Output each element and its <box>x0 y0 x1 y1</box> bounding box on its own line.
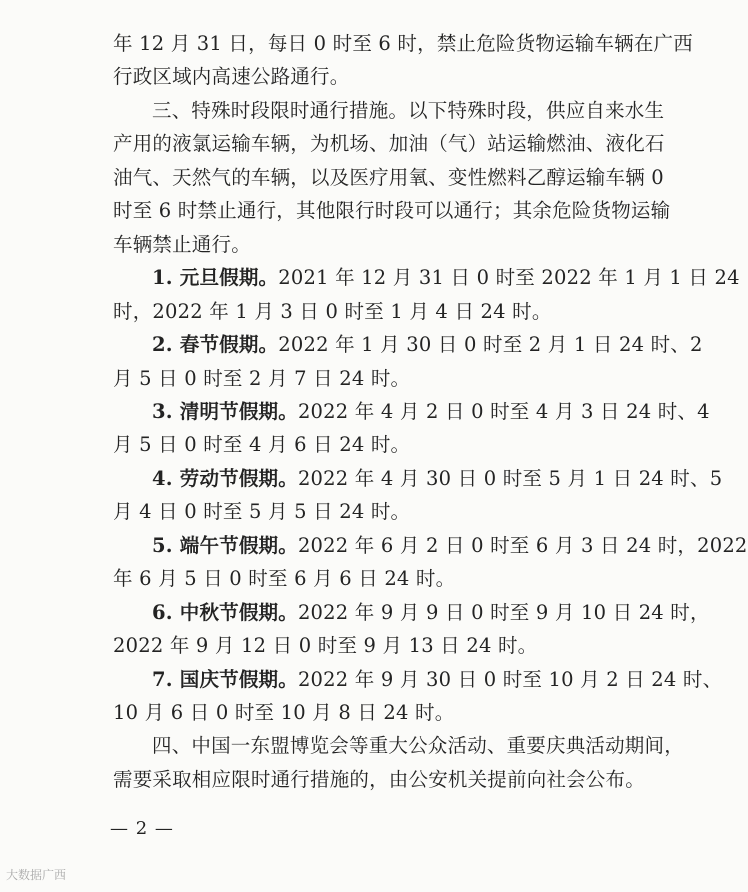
holiday-line-continued: 时，2022 年 1 月 3 日 0 时至 1 月 4 日 24 时。 <box>113 300 552 323</box>
holiday-line-continued: 月 4 日 0 时至 5 月 5 日 24 时。 <box>113 500 411 523</box>
holiday-line-continued: 月 5 日 0 时至 2 月 7 日 24 时。 <box>113 367 411 390</box>
text-line: 油气、天然气的车辆，以及医疗用氧、变性燃料乙醇运输车辆 0 <box>113 166 664 189</box>
holiday-line <box>152 534 748 558</box>
text-line: 需要采取相应限时通行措施的，由公安机关提前向社会公布。 <box>113 768 645 791</box>
holiday-line-continued: 10 月 6 日 0 时至 10 月 8 日 24 时。 <box>113 701 455 724</box>
text-line: 三、特殊时段限时通行措施。以下特殊时段，供应自来水生 <box>152 99 665 122</box>
holiday-line-continued: 2022 年 9 月 12 日 0 时至 9 月 13 日 24 时。 <box>113 634 538 657</box>
holiday-line-continued: 月 5 日 0 时至 4 月 6 日 24 时。 <box>113 433 411 456</box>
holiday-label: 4. 劳动节假期。 <box>152 467 298 490</box>
holiday-text: 2021 年 12 月 31 日 0 时至 2022 年 1 月 1 日 24 <box>278 266 740 289</box>
holiday-line <box>152 601 710 625</box>
holiday-line <box>152 400 710 424</box>
text-line: 车辆禁止通行。 <box>113 233 251 256</box>
watermark: 大数据广西 <box>6 868 67 882</box>
holiday-text: 2022 年 9 月 30 日 0 时至 10 月 2 日 24 时、 <box>297 668 723 691</box>
text-line: 四、中国一东盟博览会等重大公众活动、重要庆典活动期间， <box>152 734 684 757</box>
holiday-text: 2022 年 4 月 30 日 0 时至 5 月 1 日 24 时、5 <box>297 467 723 490</box>
holiday-text: 2022 年 6 月 2 日 0 时至 6 月 3 日 24 时，2022 <box>297 534 748 557</box>
holiday-line <box>152 668 722 692</box>
text-line: 行政区域内高速公路通行。 <box>113 65 350 88</box>
holiday-label: 1. 元旦假期。 <box>152 266 279 289</box>
holiday-line <box>152 333 703 357</box>
text-line: 年 12 月 31 日，每日 0 时至 6 时，禁止危险货物运输车辆在广西 <box>113 32 693 55</box>
holiday-label: 6. 中秋节假期。 <box>152 601 298 624</box>
holiday-text: 2022 年 9 月 9 日 0 时至 9 月 10 日 24 时， <box>297 601 710 624</box>
holiday-label: 3. 清明节假期。 <box>152 400 298 423</box>
holiday-label: 2. 春节假期。 <box>152 333 279 356</box>
page-number: — 2 — <box>110 818 174 839</box>
text-line: 产用的液氯运输车辆，为机场、加油（气）站运输燃油、液化石 <box>113 132 665 155</box>
holiday-text: 2022 年 4 月 2 日 0 时至 4 月 3 日 24 时、4 <box>297 400 710 423</box>
text-line: 时至 6 时禁止通行，其他限行时段可以通行；其余危险货物运输 <box>113 199 671 222</box>
holiday-line-continued: 年 6 月 5 日 0 时至 6 月 6 日 24 时。 <box>113 567 456 590</box>
holiday-text: 2022 年 1 月 30 日 0 时至 2 月 1 日 24 时、2 <box>278 333 703 356</box>
holiday-label: 5. 端午节假期。 <box>152 534 298 557</box>
holiday-label: 7. 国庆节假期。 <box>152 668 298 691</box>
holiday-line <box>152 467 722 491</box>
holiday-line <box>152 266 740 290</box>
